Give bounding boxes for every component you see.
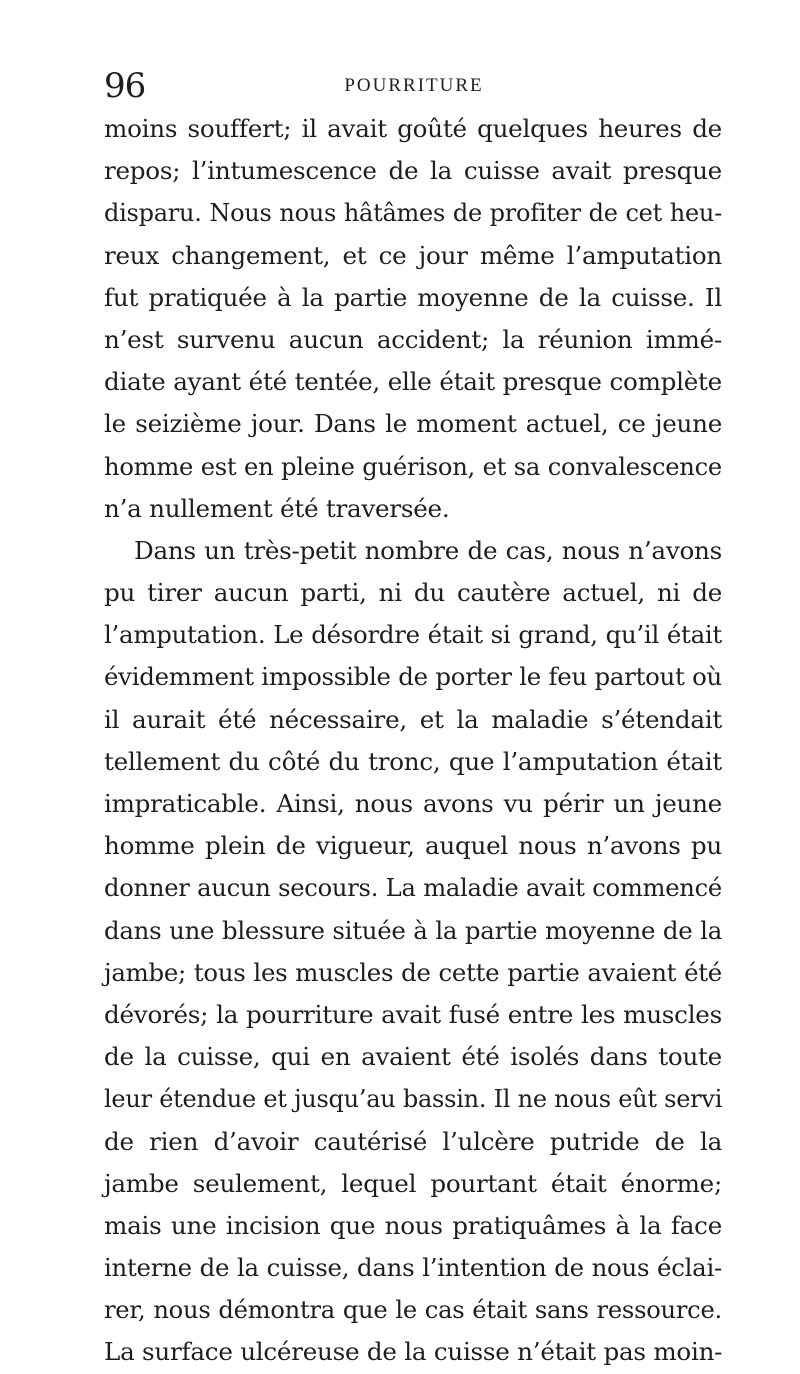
text-line: diate ayant été tentée, elle était presque complète: [104, 367, 722, 397]
text-line: interne de la cuisse, dans l’intention de nous éclai-: [104, 1253, 722, 1283]
text-line: pu tirer aucun parti, ni du cautère actuel, ni de: [104, 578, 722, 608]
text-line: donner aucun secours. La maladie avait commencé: [104, 874, 722, 903]
text-line: jambe; tous les muscles de cette partie avaient été: [104, 957, 722, 987]
text-line: fut pratiquée à la partie moyenne de la cuisse. Il: [104, 282, 722, 312]
text-line: le seizième jour. Dans le moment actuel, ce jeune: [104, 409, 722, 439]
text-line: impraticable. Ainsi, nous avons vu périr un jeune: [104, 789, 722, 818]
text-line: reux changement, et ce jour même l’amputation: [104, 240, 722, 270]
text-line: tellement du côté du tronc, que l’amputation était: [104, 746, 722, 776]
text-line: jambe seulement, lequel pourtant était énorme;: [104, 1168, 722, 1198]
body-text: [104, 108, 722, 1374]
text-line: La surface ulcéreuse de la cuisse n’était pas moin-: [104, 1337, 723, 1367]
text-line: l’amputation. Le désordre était si grand, qu’il était: [104, 620, 722, 650]
text-line: de rien d’avoir cautérisé l’ulcère putride de la: [104, 1126, 722, 1156]
text-line: mais une incision que nous pratiquâmes à la face: [104, 1210, 722, 1240]
page-number: 96: [104, 66, 146, 106]
text-line: évidemment impossible de porter le feu partout où: [104, 662, 722, 692]
text-line: homme est en pleine guérison, et sa convalescence: [104, 452, 722, 481]
text-line: moins souffert; il avait goûté quelques heures de: [104, 114, 722, 143]
text-line: dans une blessure située à la partie moyenne de la: [104, 915, 722, 945]
text-line: leur étendue et jusqu’au bassin. Il ne nous eût servi: [104, 1085, 723, 1114]
running-head: POURRITURE: [344, 75, 484, 96]
text-line: disparu. Nous nous hâtâmes de profiter de cet heu-: [104, 199, 722, 228]
page-header: [104, 66, 724, 106]
text-line: Dans un très-petit nombre de cas, nous n’avons: [134, 535, 722, 565]
text-line: repos; l’intumescence de la cuisse avait presque: [104, 156, 722, 186]
text-line: n’a nullement été traversée.: [104, 493, 450, 523]
text-line: homme plein de vigueur, auquel nous n’avons pu: [104, 831, 722, 861]
text-line: il aurait été nécessaire, et la maladie s’étendait: [104, 704, 722, 734]
text-line: rer, nous démontra que le cas était sans ressource.: [104, 1296, 722, 1325]
text-line: n’est survenu aucun accident; la réunion immé-: [104, 324, 722, 354]
text-line: de la cuisse, qui en avaient été isolés dans toute: [104, 1042, 722, 1072]
text-line: dévorés; la pourriture avait fusé entre les muscles: [104, 999, 722, 1029]
